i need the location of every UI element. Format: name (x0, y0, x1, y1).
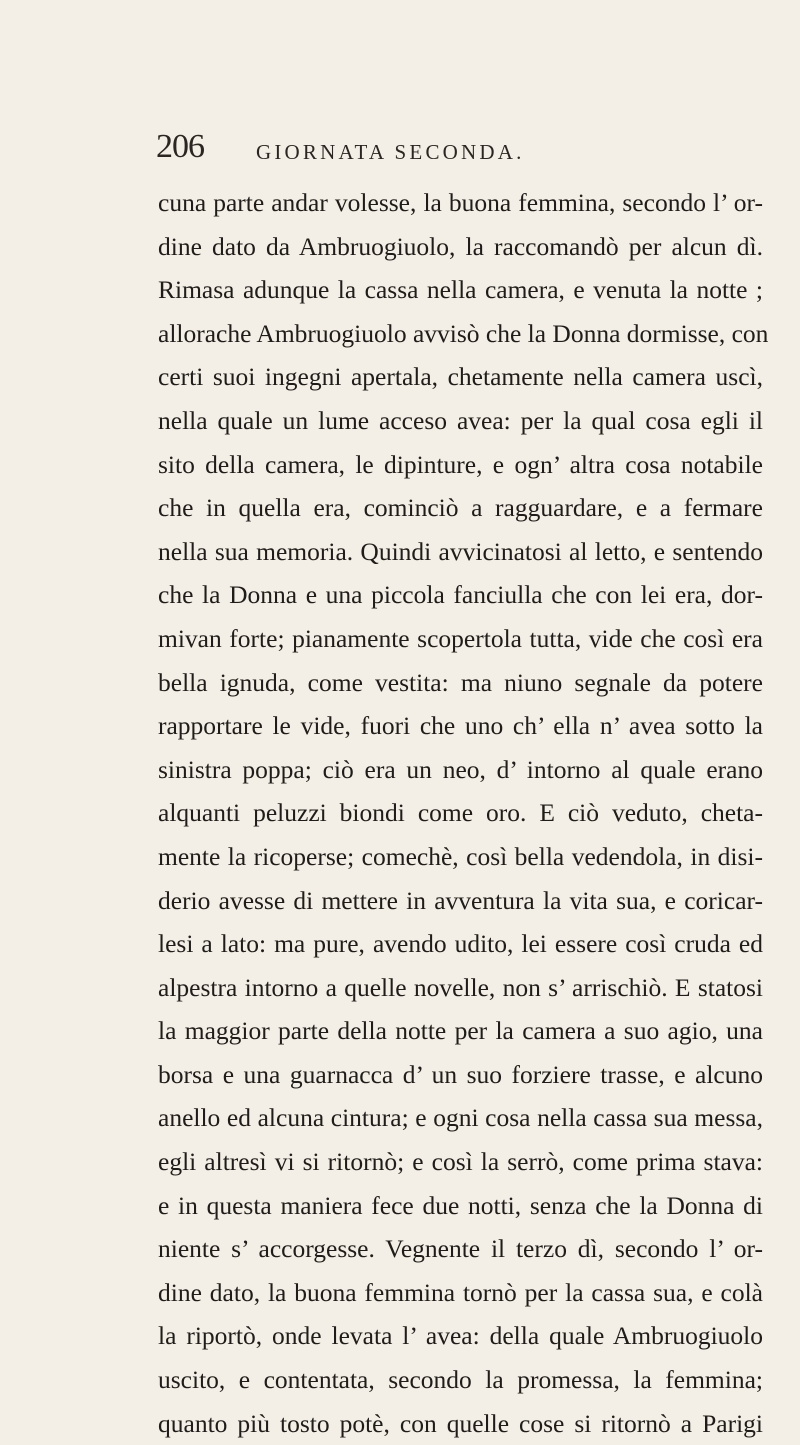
text-line: sinistra poppa; ciò era un neo, d’ intorno al quale erano (158, 754, 763, 784)
text-line: nella quale un lume acceso avea: per la qual cosa egli il (158, 405, 763, 435)
text-line: e in questa maniera fece due notti, senza che la Donna di (158, 1190, 763, 1220)
text-line: la riportò, onde levata l’ avea: della quale Ambruogiuolo (158, 1321, 763, 1351)
text-line: allorache Ambruogiuolo avvisò che la Donna dormisse, con (158, 318, 769, 348)
text-line: borsa e una guarnacca d’ un suo forziere trasse, e alcuno (158, 1059, 763, 1089)
body-text (158, 181, 769, 1445)
text-line: cuna parte andar volesse, la buona femmina, secondo l’ or- (158, 188, 763, 217)
text-line: rapportare le vide, fuori che uno ch’ ella n’ avea sotto la (158, 711, 763, 741)
text-line: nella sua memoria. Quindi avvicinatosi al letto, e sentendo (158, 536, 763, 566)
text-line: bella ignuda, come vestita: ma niuno segnale da potere (158, 667, 763, 697)
running-title: GIORNATA SECONDA. (256, 140, 525, 164)
text-line: dine dato, la buona femmina tornò per la cassa sua, e colà (158, 1277, 763, 1307)
text-line: quanto più tosto potè, con quelle cose si ritornò a Parigi (158, 1408, 763, 1438)
text-line: che in quella era, cominciò a ragguardare, e a fermare (158, 493, 763, 523)
text-line: niente s’ accorgesse. Vegnente il terzo dì, secondo l’ or- (158, 1234, 763, 1264)
text-line: la maggior parte della notte per la camera a suo agio, una (158, 1016, 763, 1046)
text-line: mente la ricoperse; comechè, così bella vedendola, in disi- (158, 841, 763, 871)
text-line: egli altresì vi si ritornò; e così la serrò, come prima stava: (158, 1147, 763, 1177)
text-line: certi suoi ingegni apertala, chetamente nella camera uscì, (158, 362, 763, 392)
text-line: che la Donna e una piccola fanciulla che con lei era, dor- (158, 580, 763, 610)
text-line: alpestra intorno a quelle novelle, non s’ arrischiò. E statosi (158, 972, 763, 1002)
text-line: dine dato da Ambruogiuolo, la raccomandò per alcun dì. (158, 231, 763, 261)
text-line: Rimasa adunque la cassa nella camera, e venuta la notte ; (158, 275, 763, 305)
page-number: 206 (156, 128, 204, 165)
text-line: anello ed alcuna cintura; e ogni cosa nella cassa sua messa, (158, 1103, 763, 1133)
text-line: alquanti peluzzi biondi come oro. E ciò veduto, cheta- (158, 798, 763, 828)
text-line: lesi a lato: ma pure, avendo udito, lei essere così cruda ed (158, 929, 763, 959)
text-line: sito della camera, le dipinture, e ogn’ altra cosa notabile (158, 449, 763, 479)
text-line: mivan forte; pianamente scopertola tutta, vide che così era (158, 623, 763, 653)
text-line: derio avesse di mettere in avventura la vita sua, e coricar- (158, 885, 763, 915)
text-line: uscito, e contentata, secondo la promessa, la femmina; (158, 1365, 763, 1395)
